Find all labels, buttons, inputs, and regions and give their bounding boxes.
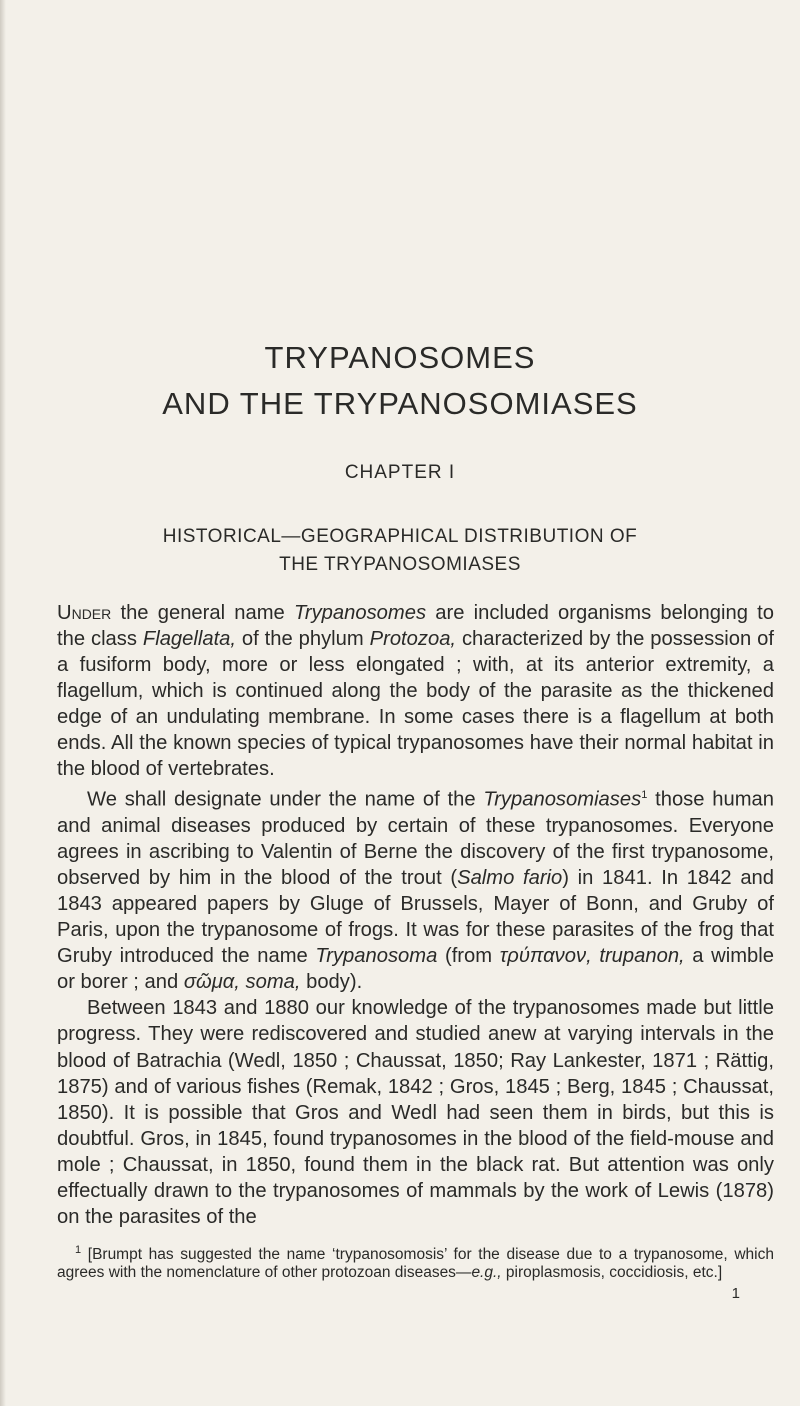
book-title-line-2: AND THE TRYPANOSOMIASES xyxy=(162,386,638,421)
footnote-reference[interactable]: 1 xyxy=(641,789,648,802)
text-run: those human and animal diseases produced by certain of these trypanosomes. Everyone agrees in ascribing to Valentin of Berne the discovery of the first trypanosome, observed by him in the blood of the trout ( xyxy=(57,789,775,890)
section-heading-line-1: HISTORICAL—GEOGRAPHICAL DISTRIBUTION OF xyxy=(162,526,638,547)
italic-run: Trypanosoma xyxy=(315,945,438,968)
text-run: a wimble or borer ; and xyxy=(57,945,774,994)
italic-run: Salmo fario xyxy=(457,867,563,890)
italic-run: Protozoa, xyxy=(369,628,457,651)
italic-run: σῶμα, soma, xyxy=(183,971,301,994)
page-gutter-shadow xyxy=(0,0,6,1406)
text-run: characterized by the possession of a fusiform body, more or less elongated ; with, at its anterior extremity, a flagellum, which is continued along the body of the parasite as the thickened edge of an undulating membrane. In some cases there is a flagellum at both ends. All the known species of typical trypanosomes have their normal habitat in the blood of vertebrates. xyxy=(57,628,774,781)
text-run: ) in 1841. In 1842 and 1843 appeared papers by Gluge of Brussels, Mayer of Bonn, and Gruby of Paris, upon the trypanosome of frogs. It was for these parasites of the frog that Gruby introduced the name xyxy=(57,867,775,968)
body-text xyxy=(57,600,774,1230)
text-run: are included organisms belonging to the class xyxy=(57,602,774,651)
chapter-heading: CHAPTER I xyxy=(344,462,456,483)
text-run: body). xyxy=(300,971,363,994)
paragraph-3: Between 1843 and 1880 our knowledge of the trypanosomes made but little progress. They were rediscovered and studied anew at varying intervals in the blood of Batrachia (Wedl, 1850 ; Chaussat, 1850; Ray Lankester, 1871 ; Rättig, 1875) and of various fishes (Remak, 1842 ; Gros, 1845 ; Berg, 1845 ; Chaussat, 1850). It is possible that Gros and Wedl had seen them in birds, but this is doubtful. Gros, in 1845, found trypanosomes in the blood of the field-mouse and mole ; Chaussat, in 1850, found them in the black rat. But attention was only effectually drawn to the trypanosomes of mammals by the work of Lewis (1878) on the parasites of the xyxy=(57,997,774,1228)
drop-word: Under xyxy=(57,602,112,624)
footnote-mark: 1 xyxy=(75,1244,82,1256)
text-run: of the phylum xyxy=(236,628,370,651)
italic-run: τρύπανον, trupanon, xyxy=(499,945,685,968)
text-run: piroplasmosis, coccidiosis, etc.] xyxy=(501,1263,723,1281)
italic-run: Trypanosomiases xyxy=(483,789,642,812)
italic-run: Flagellata, xyxy=(142,628,237,651)
text-run: (from xyxy=(437,945,500,968)
section-heading-line-2: THE TRYPANOSOMIASES xyxy=(279,554,521,575)
paragraph-2 xyxy=(57,782,774,995)
footnote xyxy=(57,1242,774,1281)
italic-run: Trypanosomes xyxy=(294,602,427,624)
paragraph-1 xyxy=(57,600,774,782)
page-number: 1 xyxy=(731,1285,740,1302)
text-run: the general name xyxy=(111,602,295,624)
text-run: We shall designate under the name of the xyxy=(87,789,484,812)
book-title-line-1: TRYPANOSOMES xyxy=(264,340,536,375)
text-run: [Brumpt has suggested the name ‘trypanosomosis’ for the disease due to a trypanosome, which agrees with the nomenclature of other protozoan diseases— xyxy=(57,1246,774,1281)
italic-run: e.g., xyxy=(471,1263,502,1281)
